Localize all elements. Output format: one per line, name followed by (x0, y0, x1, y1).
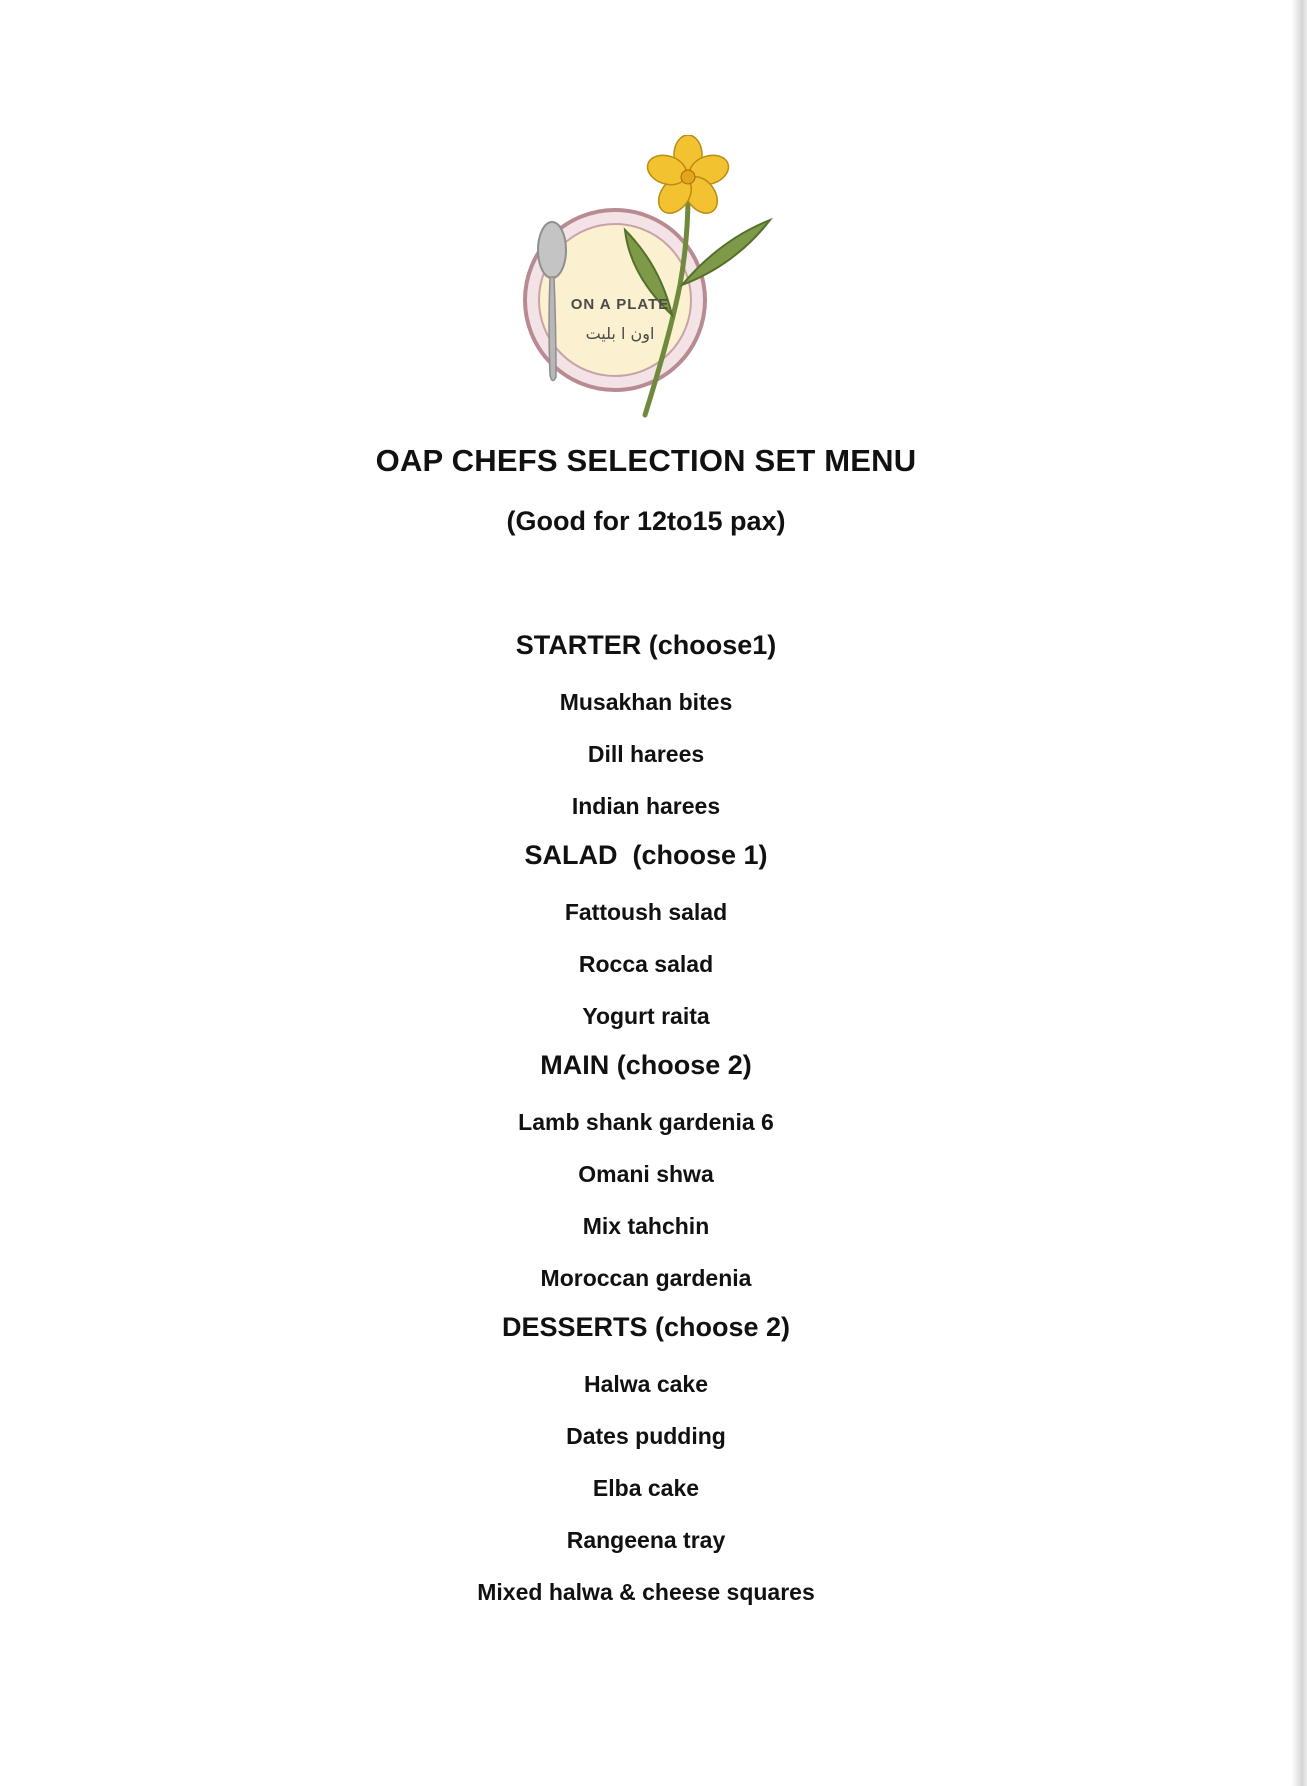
section-main (0, 1044, 1292, 1304)
menu-item: Rocca salad (578, 951, 714, 977)
section-desserts (0, 1306, 1292, 1618)
menu-item: Elba cake (592, 1475, 700, 1501)
page-edge-shadow (1291, 0, 1307, 1786)
menu-sections (0, 624, 1292, 1618)
menu-item: Halwa cake (583, 1371, 709, 1397)
leaf-right (682, 220, 770, 285)
menu-item: Indian harees (571, 793, 721, 819)
section-heading-main: MAIN (choose 2) (540, 1050, 752, 1080)
menu-item: Rangeena tray (566, 1527, 726, 1553)
menu-item: Dates pudding (566, 1423, 726, 1449)
menu-title: OAP CHEFS SELECTION SET MENU (375, 443, 917, 478)
menu-subtitle: (Good for 12to15 pax) (506, 506, 786, 536)
menu-item: Lamb shank gardenia 6 (518, 1109, 774, 1135)
menu-item: Moroccan gardenia (540, 1265, 752, 1291)
logo-text-en: ON A PLATE (570, 296, 670, 313)
menu-item: Fattoush salad (564, 899, 728, 925)
menu-item: Dill harees (587, 741, 705, 767)
menu-item: Yogurt raita (582, 1003, 710, 1029)
section-heading-starter: STARTER (choose1) (515, 630, 777, 660)
section-heading-salad: SALAD (choose 1) (524, 840, 768, 870)
menu-item: Musakhan bites (559, 689, 733, 715)
on-a-plate-logo (520, 135, 790, 425)
menu-item: Mix tahchin (582, 1213, 710, 1239)
menu-item: Omani shwa (578, 1161, 714, 1187)
logo-text-ar: اون ا بليت (585, 324, 655, 343)
section-starter (0, 624, 1292, 832)
section-heading-desserts: DESSERTS (choose 2) (501, 1312, 791, 1342)
section-salad (0, 834, 1292, 1042)
menu-item: Mixed halwa & cheese squares (477, 1579, 815, 1605)
